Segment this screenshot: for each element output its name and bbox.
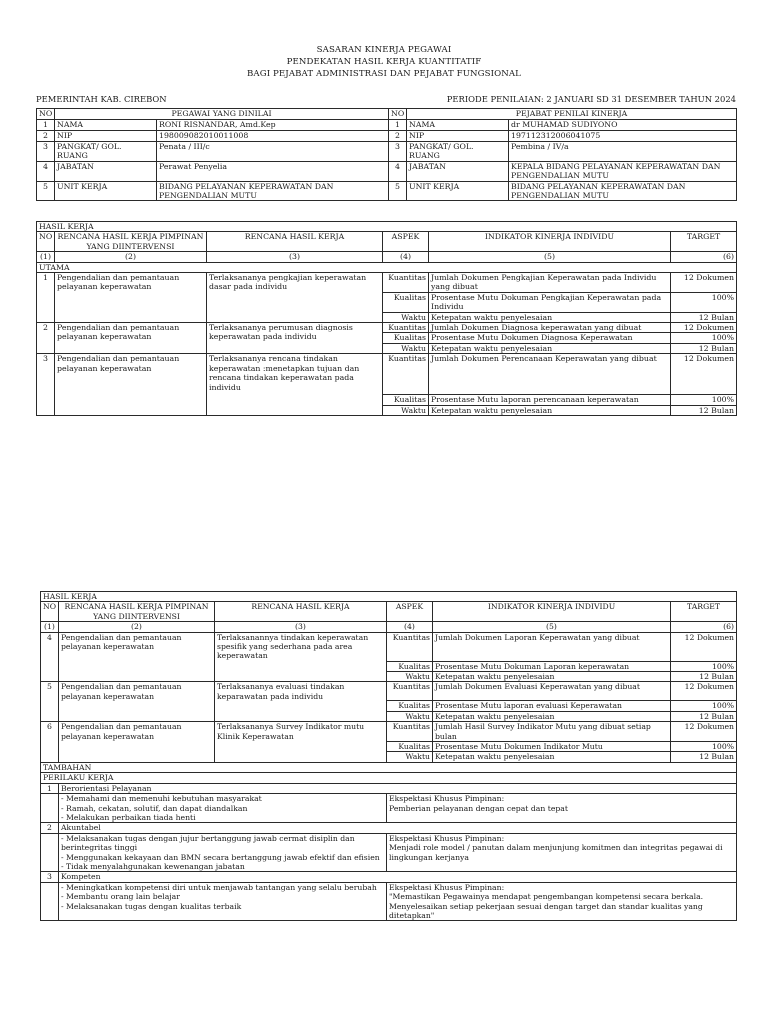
perilaku-no: 1 <box>41 783 59 793</box>
item-indikator: Jumlah Dokumen Pengkajian Keperawatan pada Individu yang dibuat <box>429 273 671 293</box>
row-label: NIP <box>55 131 157 142</box>
table-row <box>37 142 737 162</box>
item-indikator: Jumlah Dokumen Evaluasi Keperawatan yang dibuat <box>433 682 671 701</box>
perilaku-title: Akuntabel <box>59 823 737 833</box>
item-indikator: Prosentase Mutu laporan perencanaan keperawatan <box>429 395 671 405</box>
item-target: 12 Bulan <box>671 752 737 762</box>
item-no: 6 <box>41 722 59 763</box>
perilaku-detail-row <box>41 794 737 823</box>
perilaku-ekspektasi-cell <box>387 882 737 921</box>
col-rhk-pimpinan: RENCANA HASIL KERJA PIMPINAN YANG DIINTERVENSI <box>59 602 215 622</box>
col-num: (5) <box>429 252 671 262</box>
penilai-jabatan: KEPALA BIDANG PELAYANAN KEPERAWATAN DAN PENGENDALIAN MUTU <box>509 161 737 181</box>
table-row <box>37 273 737 293</box>
table-row <box>37 354 737 395</box>
col-indikator: INDIKATOR KINERJA INDIVIDU <box>433 602 671 622</box>
item-target: 12 Bulan <box>671 312 737 322</box>
item-aspek: Kuantitas <box>387 722 433 742</box>
hasil-kerja-title: HASIL KERJA <box>41 592 737 602</box>
tambahan-label: TAMBAHAN <box>41 762 737 772</box>
document-title-block <box>0 44 768 80</box>
pegawai-jabatan: Perawat Penyelia <box>157 161 389 181</box>
hasil-kerja-title: HASIL KERJA <box>37 222 737 232</box>
item-aspek: Kualitas <box>383 395 429 405</box>
item-aspek: Kuantitas <box>387 682 433 701</box>
row-no: 1 <box>389 120 407 131</box>
item-indikator: Ketepatan waktu penyelesaian <box>433 711 671 721</box>
item-aspek: Waktu <box>383 405 429 415</box>
column-header-row <box>37 232 737 252</box>
item-no: 5 <box>41 682 59 722</box>
item-aspek: Waktu <box>387 752 433 762</box>
row-no: 3 <box>389 142 407 162</box>
column-number-row <box>41 622 737 632</box>
item-no: 3 <box>37 354 55 416</box>
table-row <box>41 722 737 742</box>
col-rhk: RENCANA HASIL KERJA <box>215 602 387 622</box>
row-no: 1 <box>37 120 55 131</box>
item-pimpinan: Pengendalian dan pemantauan pelayanan keperawatan <box>59 632 215 682</box>
pegawai-nip: 198009082010011008 <box>157 131 389 142</box>
col-rhk: RENCANA HASIL KERJA <box>207 232 383 252</box>
ekspektasi-text: Menjadi role model / panutan dalam menjunjung komitmen dan integritas pegawai di lingkungan kerjanya <box>389 843 723 862</box>
utama-label: UTAMA <box>37 262 737 272</box>
periode-label: PERIODE PENILAIAN: 2 JANUARI SD 31 DESEMBER TAHUN 2024 <box>446 94 736 104</box>
row-label: NIP <box>407 131 509 142</box>
document-page-1 <box>0 0 768 500</box>
item-aspek: Kuantitas <box>383 354 429 395</box>
item-aspek: Waktu <box>387 711 433 721</box>
no-header: NO <box>389 109 407 120</box>
pegawai-pangkat: Penata / III/c <box>157 142 389 162</box>
pejabat-penilai-header: PEJABAT PENILAI KINERJA <box>407 109 737 120</box>
item-aspek: Kualitas <box>383 333 429 343</box>
item-indikator: Prosentase Mutu Dokumen Diagnosa Keperawatan <box>429 333 671 343</box>
row-no: 5 <box>389 181 407 201</box>
document-subtitle-2: BAGI PEJABAT ADMINISTRASI DAN PEJABAT FUNGSIONAL <box>247 69 521 79</box>
item-no: 2 <box>37 323 55 354</box>
item-aspek: Waktu <box>383 312 429 322</box>
item-aspek: Kualitas <box>387 742 433 752</box>
table-row <box>37 161 737 181</box>
item-indikator: Ketepatan waktu penyelesaian <box>433 752 671 762</box>
table-row <box>37 120 737 131</box>
perilaku-ekspektasi-cell <box>387 794 737 823</box>
item-indikator: Prosentase Mutu Dokuman Pengkajian Keperawatan pada Individu <box>429 292 671 312</box>
instansi-label: PEMERINTAH KAB. CIREBON <box>36 94 167 104</box>
item-target: 12 Bulan <box>671 672 737 682</box>
table-row <box>37 181 737 201</box>
col-num: (6) <box>671 622 737 632</box>
ekspektasi-text: "Memastikan Pegawainya mendapat pengembangan kompetensi secara berkala. Menyelesaikan setiap pekerjaan sesuai dengan target dan standar kualitas yang ditetapkan" <box>389 892 704 920</box>
item-pimpinan: Pengendalian dan pemantauan pelayanan keperawatan <box>55 354 207 416</box>
perilaku-title: Berorientasi Pelayanan <box>59 783 737 793</box>
row-label: NAMA <box>407 120 509 131</box>
perilaku-points: - Meningkatkan kompetensi diri untuk menjawab tantangan yang selalu berubah - Membantu orang lain belajar - Melaksanakan tugas dengan kualitas terbaik <box>59 882 387 921</box>
row-no: 4 <box>389 161 407 181</box>
item-indikator: Prosentase Mutu Dokumen Indikator Mutu <box>433 742 671 752</box>
item-target: 12 Bulan <box>671 343 737 353</box>
item-rhk: Terlaksananya Survey Indikator mutu Klinik Keperawatan <box>215 722 387 763</box>
col-num: (4) <box>387 622 433 632</box>
item-no: 4 <box>41 632 59 682</box>
item-target: 100% <box>671 292 737 312</box>
item-target: 12 Bulan <box>671 711 737 721</box>
item-indikator: Ketepatan waktu penyelesaian <box>433 672 671 682</box>
no-header: NO <box>37 109 55 120</box>
perilaku-title: Kompeten <box>59 872 737 882</box>
perilaku-no: 2 <box>41 823 59 833</box>
item-pimpinan: Pengendalian dan pemantauan pelayanan keperawatan <box>59 682 215 722</box>
item-indikator: Ketepatan waktu penyelesaian <box>429 405 671 415</box>
perilaku-title-row <box>41 783 737 793</box>
pegawai-table <box>36 108 737 201</box>
document-title: SASARAN KINERJA PEGAWAI <box>316 45 452 55</box>
item-indikator: Jumlah Hasil Survey Indikator Mutu yang dibuat setiap bulan <box>433 722 671 742</box>
penilai-nip: 197112312006041075 <box>509 131 737 142</box>
item-indikator: Jumlah Dokumen Laporan Keperawatan yang dibuat <box>433 632 671 661</box>
item-pimpinan: Pengendalian dan pemantauan pelayanan keperawatan <box>55 323 207 354</box>
item-indikator: Jumlah Dokumen Diagnosa keperawatan yang dibuat <box>429 323 671 333</box>
item-target: 100% <box>671 395 737 405</box>
hasil-kerja-table <box>36 221 737 416</box>
perilaku-title-row <box>41 872 737 882</box>
item-pimpinan: Pengendalian dan pemantauan pelayanan keperawatan <box>55 273 207 323</box>
perilaku-points: - Melaksanakan tugas dengan jujur bertanggung jawab cermat disiplin dan berintegritas tinggi - Menggunakan kekayaan dan BMN secara bertanggung jawab efektif dan efisien - Tidak menyalahgunakan kewenangan jabatan <box>59 833 387 872</box>
item-aspek: Waktu <box>387 672 433 682</box>
ekspektasi-label: Ekspektasi Khusus Pimpinan: <box>389 833 505 843</box>
item-target: 12 Dokumen <box>671 682 737 701</box>
item-target: 100% <box>671 742 737 752</box>
col-num: (1) <box>37 252 55 262</box>
col-num: (2) <box>59 622 215 632</box>
ekspektasi-label: Ekspektasi Khusus Pimpinan: <box>389 794 505 804</box>
col-num: (2) <box>55 252 207 262</box>
item-rhk: Terlaksananya perumusan diagnosis keperawatan pada individu <box>207 323 383 354</box>
item-indikator: Ketepatan waktu penyelesaian <box>429 343 671 353</box>
perilaku-no: 3 <box>41 872 59 882</box>
ekspektasi-label: Ekspektasi Khusus Pimpinan: <box>389 882 505 892</box>
row-label: UNIT KERJA <box>407 181 509 201</box>
col-no: NO <box>41 602 59 622</box>
item-indikator: Prosentase Mutu laporan evaluasi Keperawatan <box>433 701 671 711</box>
pegawai-header-row <box>37 109 737 120</box>
penilai-unit-kerja: BIDANG PELAYANAN KEPERAWATAN DAN PENGENDALIAN MUTU <box>509 181 737 201</box>
col-num: (6) <box>671 252 737 262</box>
perilaku-detail-row <box>41 882 737 921</box>
row-label: PANGKAT/ GOL. RUANG <box>55 142 157 162</box>
item-pimpinan: Pengendalian dan pemantauan pelayanan keperawatan <box>59 722 215 763</box>
column-header-row <box>41 602 737 622</box>
item-target: 12 Dokumen <box>671 273 737 293</box>
perilaku-ekspektasi-cell <box>387 833 737 872</box>
col-aspek: ASPEK <box>383 232 429 252</box>
table-row <box>41 632 737 661</box>
row-no: 2 <box>37 131 55 142</box>
item-rhk: Terlaksananya evaluasi tindakan keparawatan pada individu <box>215 682 387 722</box>
item-target: 100% <box>671 333 737 343</box>
col-target: TARGET <box>671 232 737 252</box>
row-label: JABATAN <box>407 161 509 181</box>
pegawai-dinilai-header: PEGAWAI YANG DINILAI <box>55 109 389 120</box>
item-aspek: Waktu <box>383 343 429 353</box>
table-row <box>41 682 737 701</box>
item-rhk: Terlaksanannya tindakan keperawatan spesifik yang sederhana pada area keperawatan <box>215 632 387 682</box>
column-number-row <box>37 252 737 262</box>
col-target: TARGET <box>671 602 737 622</box>
row-no: 2 <box>389 131 407 142</box>
item-aspek: Kuantitas <box>383 323 429 333</box>
item-target: 12 Dokumen <box>671 354 737 395</box>
col-rhk-pimpinan: RENCANA HASIL KERJA PIMPINAN YANG DIINTERVENSI <box>55 232 207 252</box>
col-no: NO <box>37 232 55 252</box>
penilai-nama: dr MUHAMAD SUDIYONO <box>509 120 737 131</box>
perilaku-detail-row <box>41 833 737 872</box>
table-row <box>37 131 737 142</box>
row-label: PANGKAT/ GOL. RUANG <box>407 142 509 162</box>
item-aspek: Kualitas <box>387 701 433 711</box>
item-no: 1 <box>37 273 55 323</box>
item-aspek: Kualitas <box>383 292 429 312</box>
row-label: UNIT KERJA <box>55 181 157 201</box>
col-num: (1) <box>41 622 59 632</box>
item-target: 12 Bulan <box>671 405 737 415</box>
item-indikator: Prosentase Mutu Dokuman Laporan keperawatan <box>433 661 671 671</box>
row-no: 4 <box>37 161 55 181</box>
item-indikator: Jumlah Dokumen Perencanaan Keperawatan yang dibuat <box>429 354 671 395</box>
col-indikator: INDIKATOR KINERJA INDIVIDU <box>429 232 671 252</box>
item-target: 100% <box>671 661 737 671</box>
row-no: 3 <box>37 142 55 162</box>
item-aspek: Kuantitas <box>387 632 433 661</box>
item-rhk: Terlaksananya pengkajian keperawatan dasar pada individu <box>207 273 383 323</box>
item-aspek: Kualitas <box>387 661 433 671</box>
pegawai-unit-kerja: BIDANG PELAYANAN KEPERAWATAN DAN PENGENDALIAN MUTU <box>157 181 389 201</box>
col-aspek: ASPEK <box>387 602 433 622</box>
hasil-kerja-table-continued <box>40 591 737 921</box>
item-target: 12 Dokumen <box>671 632 737 661</box>
perilaku-title-row <box>41 823 737 833</box>
item-aspek: Kuantitas <box>383 273 429 293</box>
col-num: (3) <box>207 252 383 262</box>
pegawai-nama: RONI RISNANDAR, Amd.Kep <box>157 120 389 131</box>
col-num: (3) <box>215 622 387 632</box>
perilaku-kerja-title: PERILAKU KERJA <box>41 773 737 783</box>
col-num: (5) <box>433 622 671 632</box>
row-label: JABATAN <box>55 161 157 181</box>
penilai-pangkat: Pembina / IV/a <box>509 142 737 162</box>
document-subtitle: PENDEKATAN HASIL KERJA KUANTITATIF <box>286 57 482 67</box>
item-indikator: Ketepatan waktu penyelesaian <box>429 312 671 322</box>
item-target: 12 Dokumen <box>671 323 737 333</box>
item-rhk: Terlaksananya rencana tindakan keperawatan :menetapkan tujuan dan rencana tindakan keperawatan pada individu <box>207 354 383 416</box>
item-target: 100% <box>671 701 737 711</box>
ekspektasi-text: Pemberian pelayanan dengan cepat dan tepat <box>389 803 568 813</box>
col-num: (4) <box>383 252 429 262</box>
row-no: 5 <box>37 181 55 201</box>
perilaku-points: - Memahami dan memenuhi kebutuhan masyarakat - Ramah, cekatan, solutif, dan dapat diandalkan - Melakukan perbaikan tiada henti <box>59 794 387 823</box>
row-label: NAMA <box>55 120 157 131</box>
item-target: 12 Dokumen <box>671 722 737 742</box>
table-row <box>37 323 737 333</box>
